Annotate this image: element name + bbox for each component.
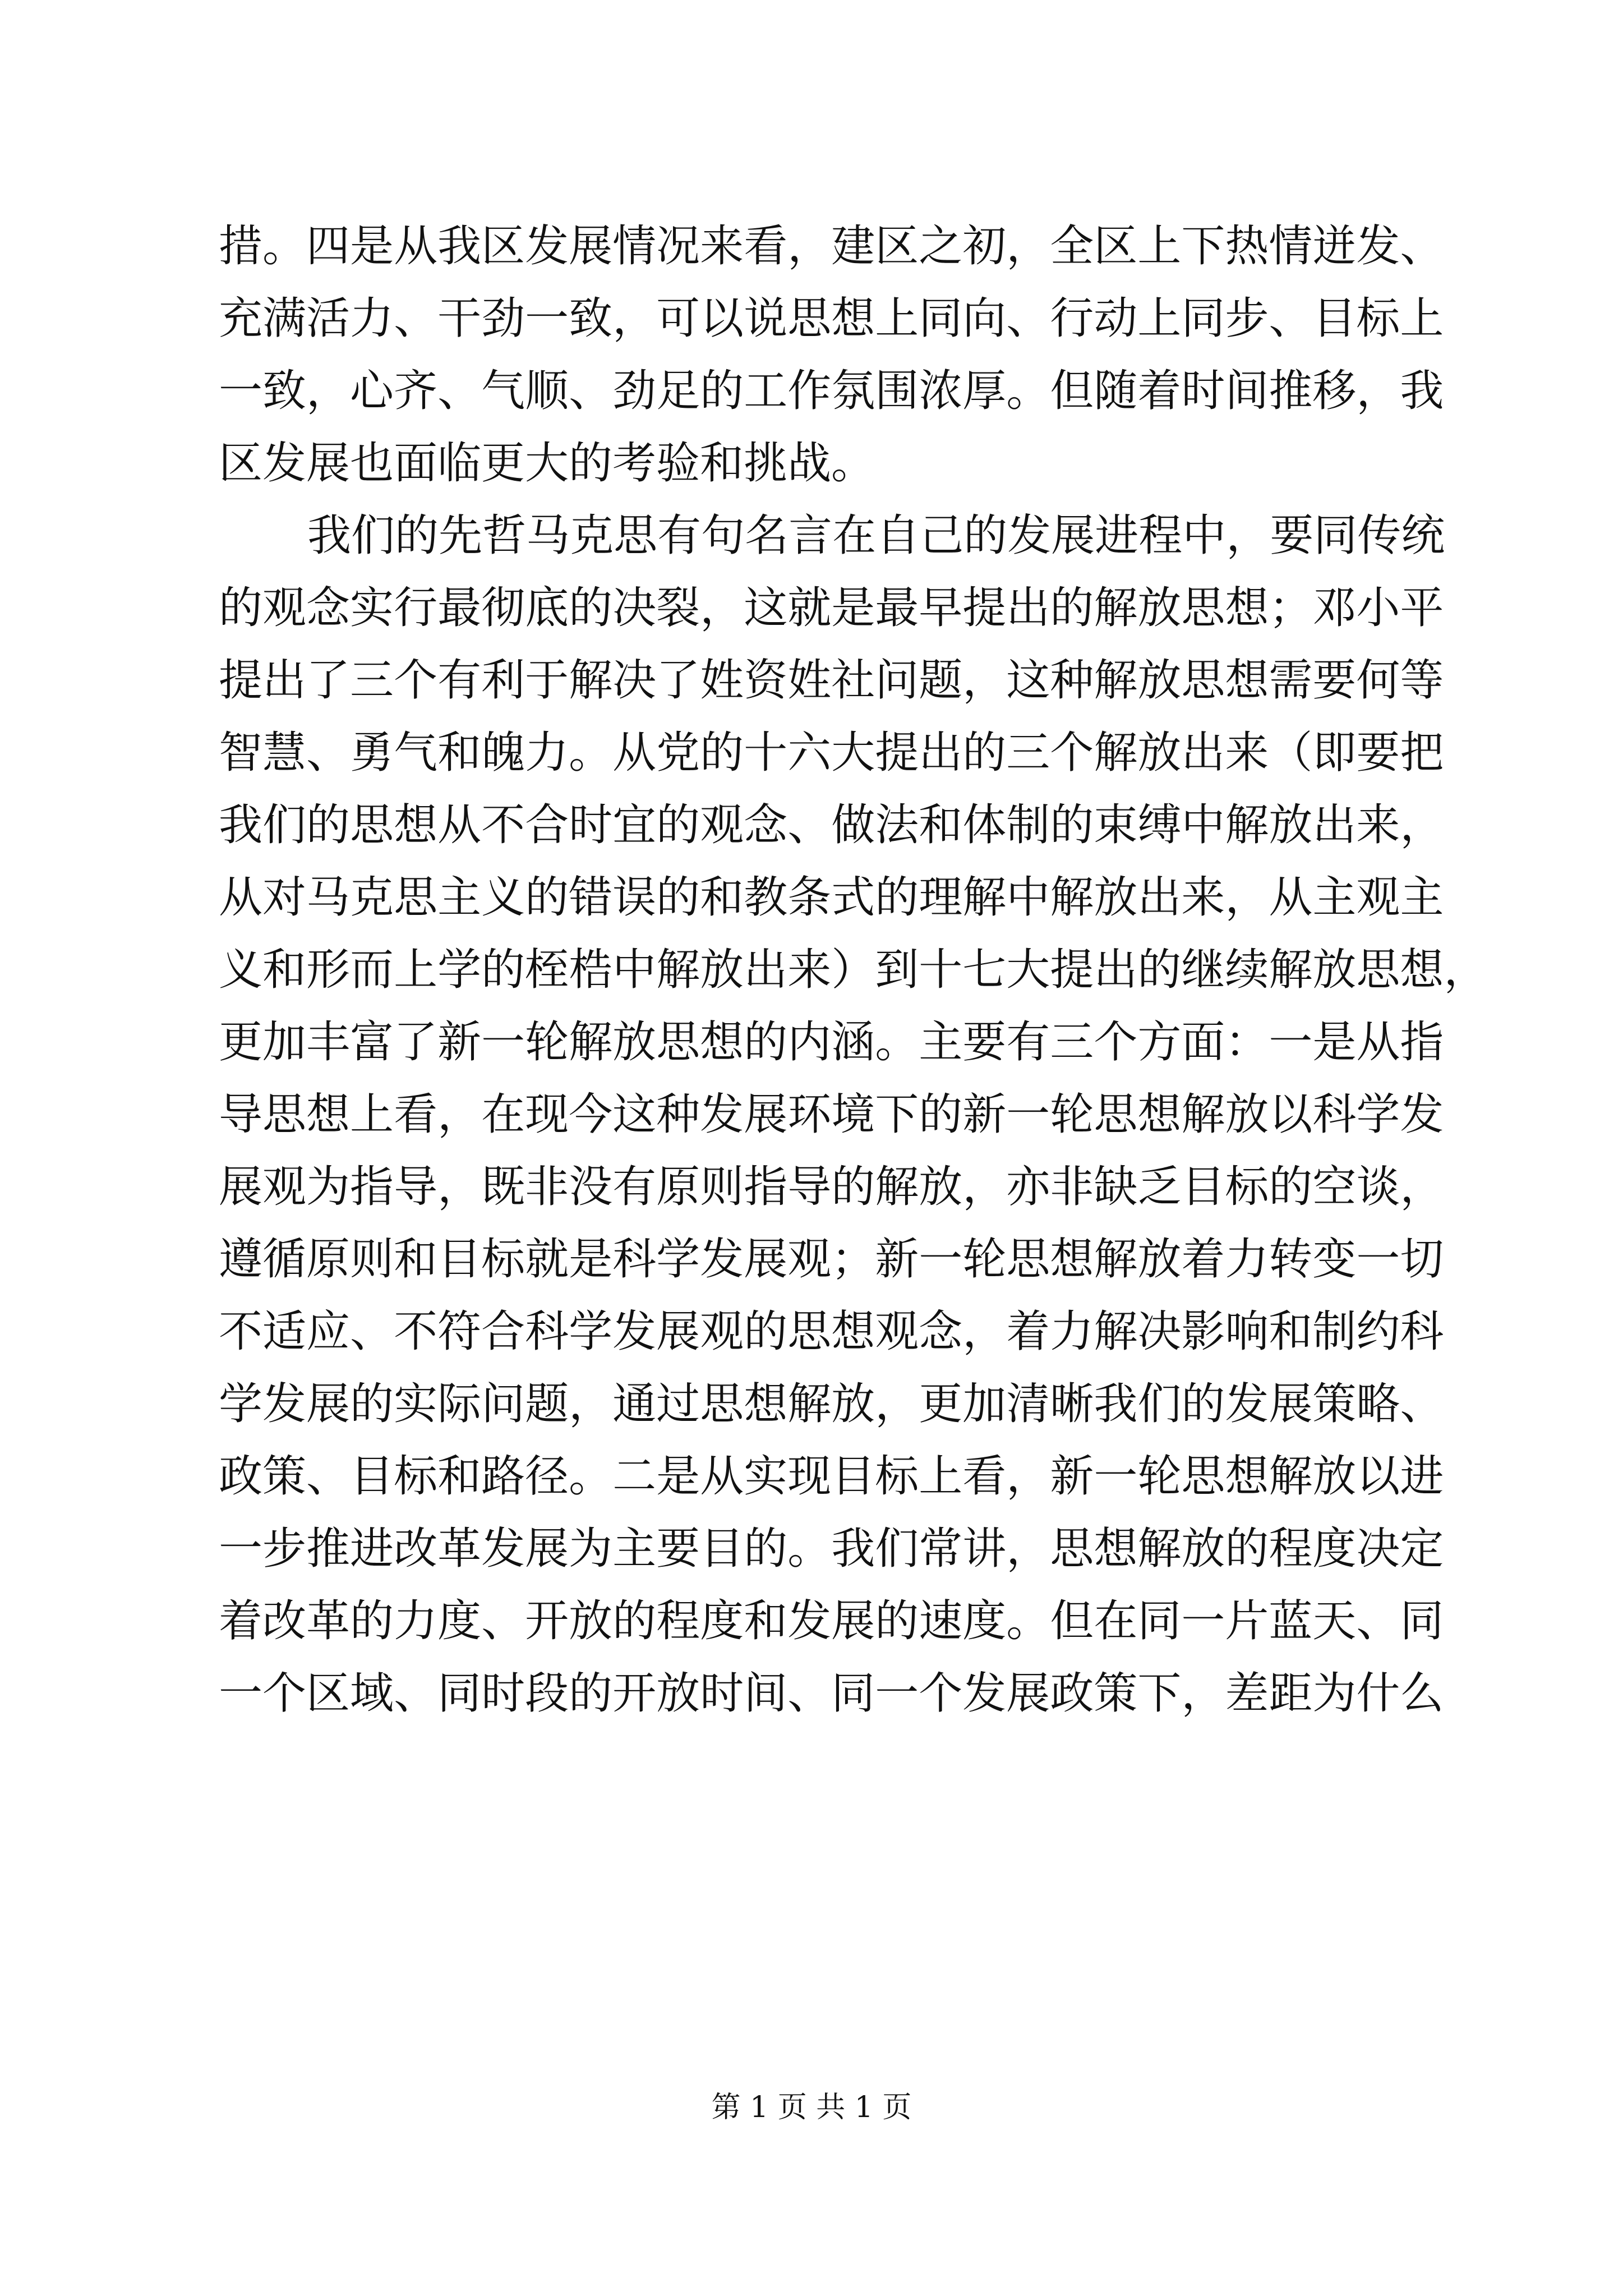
text-line: 措 。 四 是 从 我 区 发 展 情 况 来 看 ， 建 区 之 初 ， 全 区 上 下 热 情 迸 发 、 [219, 221, 1444, 272]
text-line: 区发展也面临更大的考验和挑战。 [219, 438, 875, 489]
text-line: 从 对 马 克 思 主 义 的 错 误 的 和 教 条 式 的 理 解 中 解 放 出 来 ， 从 主 观 主 [219, 872, 1444, 923]
text-line: 充 满 活 力 、 干 劲 一 致 ， 可 以 说 思 想 上 同 向 、 行 动 上 同 步 、 目 标 上 [219, 293, 1444, 344]
paragraph [219, 210, 1444, 500]
text-line: 政 策 、 目 标 和 路 径 。 二 是 从 实 现 目 标 上 看 ， 新 一 轮 思 想 解 放 以 进 [219, 1451, 1444, 1502]
text-line: 一 个 区 域 、 同 时 段 的 开 放 时 间 、 同 一 个 发 展 政 策 下 ， 差 距 为 什 么 [219, 1668, 1444, 1719]
text-line: 学 发 展 的 实 际 问 题 ， 通 过 思 想 解 放 ， 更 加 清 晰 我 们 的 发 展 策 略 、 [219, 1379, 1444, 1429]
text-line: 导 思 想 上 看 ， 在 现 今 这 种 发 展 环 境 下 的 新 一 轮 思 想 解 放 以 科 学 发 [219, 1089, 1444, 1140]
paragraph [219, 500, 1488, 1730]
text-line: 一 步 推 进 改 革 发 展 为 主 要 目 的 。 我 们 常 讲 ， 思 想 解 放 的 程 度 决 定 [219, 1524, 1444, 1574]
text-line: 智 慧 、 勇 气 和 魄 力 。 从 党 的 十 六 大 提 出 的 三 个 解 放 出 来 （ 即 要 把 [219, 728, 1444, 778]
text-line: 着 改 革 的 力 度 、 开 放 的 程 度 和 发 展 的 速 度 。 但 在 同 一 片 蓝 天 、 同 [219, 1596, 1444, 1646]
document-body [219, 210, 1488, 1730]
text-line: 我 们 的 思 想 从 不 合 时 宜 的 观 念 、 做 法 和 体 制 的 束 缚 中 解 放 出 来 ， [219, 800, 1444, 850]
text-line: 我 们 的 先 哲 马 克 思 有 句 名 言 在 自 己 的 发 展 进 程 中 ， 要 同 传 统 [307, 510, 1445, 561]
text-line: 展 观 为 指 导 ， 既 非 没 有 原 则 指 导 的 解 放 ， 亦 非 缺 乏 目 标 的 空 谈 ， [219, 1162, 1444, 1212]
text-line: 提 出 了 三 个 有 利 于 解 决 了 姓 资 姓 社 问 题 ， 这 种 解 放 思 想 需 要 何 等 [219, 655, 1444, 706]
text-line: 的 观 念 实 行 最 彻 底 的 决 裂 ， 这 就 是 最 早 提 出 的 解 放 思 想 ； 邓 小 平 [219, 583, 1444, 633]
text-line: 更 加 丰 富 了 新 一 轮 解 放 思 想 的 内 涵 。 主 要 有 三 个 方 面 ： 一 是 从 指 [219, 1017, 1444, 1068]
text-line: 义 和 形 而 上 学 的 桎 梏 中 解 放 出 来 ） 到 十 七 大 提 出 的 继 续 解 放 思 想 ， [219, 945, 1488, 995]
text-line: 遵 循 原 则 和 目 标 就 是 科 学 发 展 观 ； 新 一 轮 思 想 解 放 着 力 转 变 一 切 [219, 1234, 1444, 1285]
text-line: 一 致 ， 心 齐 、 气 顺 、 劲 足 的 工 作 氛 围 浓 厚 。 但 随 着 时 间 推 移 ， 我 [219, 366, 1444, 416]
text-line: 不 适 应 、 不 符 合 科 学 发 展 观 的 思 想 观 念 ， 着 力 解 决 影 响 和 制 约 科 [219, 1306, 1444, 1357]
page-footer: 第 1 页 共 1 页 [711, 2091, 912, 2124]
